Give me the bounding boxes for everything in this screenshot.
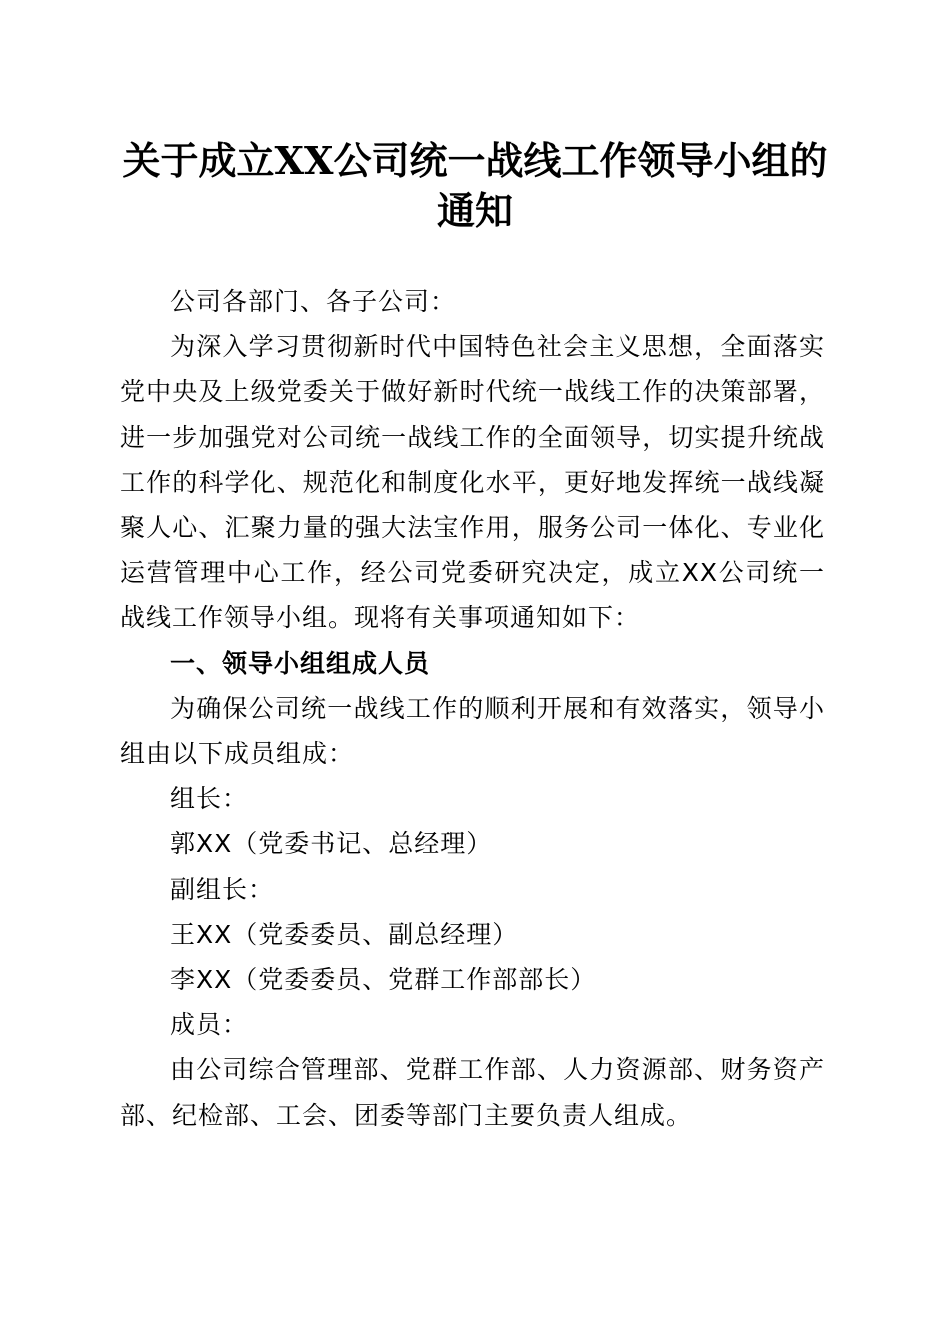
members-label: 成员： bbox=[170, 1010, 249, 1040]
document-body bbox=[120, 279, 825, 1138]
intro-paragraph: 为深入学习贯彻新时代中国特色社会主义思想，全面落实党中央及上级党委关于做好新时代统一战线工作的决策部署，进一步加强党对公司统一战线工作的全面领导，切实提升统战工作的科学化、规范化和制度化水平，更好地发挥统一战线凝聚人心、汇聚力量的强大法宝作用，服务公司一体化、专业化运营管理中心工作，经公司党委研究决定，成立XX公司统一战线工作领导小组。现将有关事项通知如下： bbox=[120, 332, 825, 633]
section-intro: 为确保公司统一战线工作的顺利开展和有效落实，领导小组由以下成员组成： bbox=[120, 693, 825, 769]
leader-label: 组长： bbox=[170, 784, 249, 814]
members-text: 由公司综合管理部、党群工作部、人力资源部、财务资产部、纪检部、工会、团委等部门主要负责人组成。 bbox=[120, 1055, 825, 1130]
salutation: 公司各部门、各子公司： bbox=[170, 287, 457, 316]
deputy-name-1: 王XX（党委委员、副总经理） bbox=[170, 919, 519, 949]
leader-name: 郭XX（党委书记、总经理） bbox=[170, 829, 493, 859]
section-heading: 一、领导小组组成人员 bbox=[170, 648, 431, 678]
deputy-label: 副组长： bbox=[170, 874, 275, 904]
document-title: 关于成立XX公司统一战线工作领导小组的通知 bbox=[122, 138, 828, 233]
deputy-name-2: 李XX（党委委员、党群工作部部长） bbox=[170, 965, 597, 995]
